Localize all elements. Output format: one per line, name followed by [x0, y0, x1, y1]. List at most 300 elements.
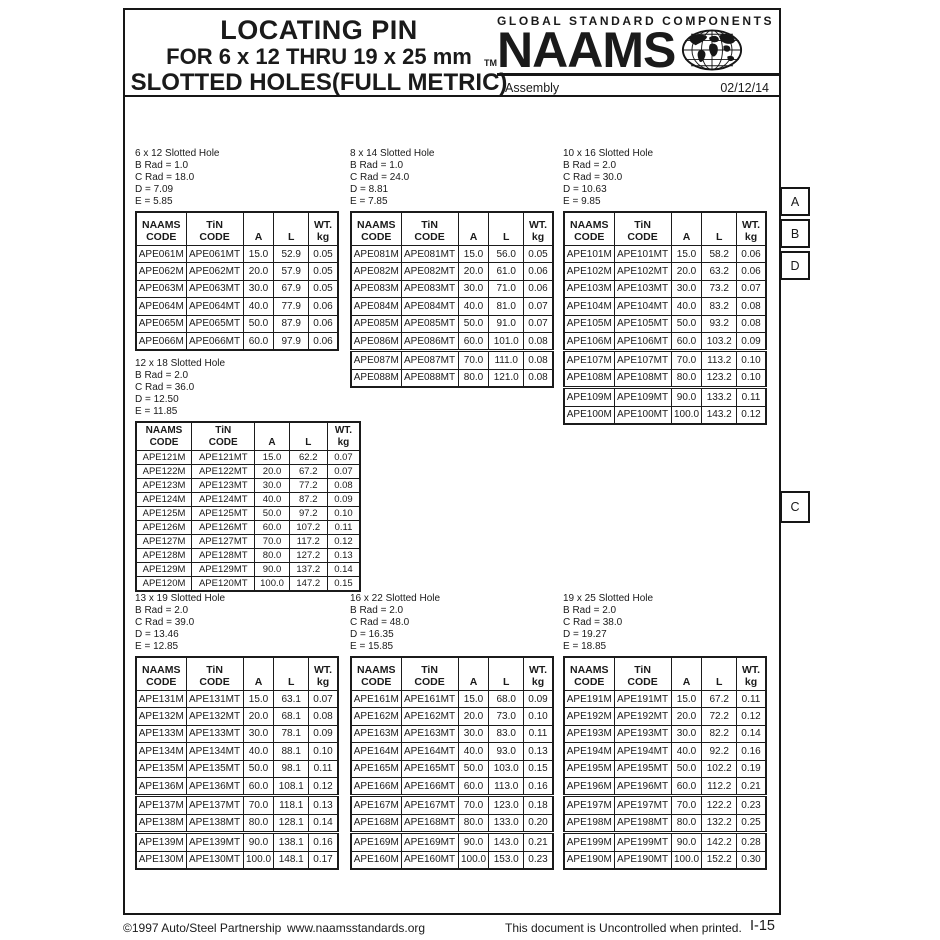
table-row — [136, 507, 360, 521]
table-cell: 20.0 — [243, 263, 274, 280]
table-cell: 0.08 — [524, 351, 553, 369]
table-cell: 0.08 — [309, 708, 338, 725]
table-cell: APE162M — [351, 708, 401, 725]
column-header: TiN CODE — [186, 657, 243, 691]
spec-line: C Rad = 48.0 — [350, 617, 410, 628]
table-cell: APE084M — [351, 298, 401, 315]
column-header: NAAMS CODE — [564, 657, 614, 691]
table-cell: 30.0 — [458, 725, 489, 742]
table-cell: 30.0 — [243, 280, 274, 297]
table-cell: 70.0 — [671, 351, 702, 369]
table-cell: 70.0 — [671, 796, 702, 814]
section-8x14 — [350, 148, 554, 388]
table-cell: 102.2 — [702, 760, 737, 777]
table-cell: 20.0 — [243, 708, 274, 725]
table-cell: APE108M — [564, 369, 614, 387]
table-cell: APE101MT — [614, 246, 671, 263]
table-cell: 123.0 — [489, 796, 524, 814]
table-header — [136, 422, 360, 451]
section-10x16 — [563, 148, 767, 425]
column-header: TiN CODE — [614, 212, 671, 246]
column-header: A — [671, 657, 702, 691]
table-cell: APE109MT — [614, 388, 671, 406]
table-cell: 0.06 — [309, 298, 338, 315]
table-row — [351, 743, 553, 760]
spec-line: D = 19.27 — [563, 629, 607, 640]
column-header: WT. kg — [524, 212, 553, 246]
table-cell: 50.0 — [255, 507, 289, 521]
table-cell: 50.0 — [671, 315, 702, 332]
table-cell: 60.0 — [671, 332, 702, 350]
table-cell: 40.0 — [671, 298, 702, 315]
table-cell: 0.18 — [524, 796, 553, 814]
table-cell: APE122M — [136, 465, 192, 479]
table-row — [351, 796, 553, 814]
table-cell: 68.0 — [489, 691, 524, 708]
table-cell: 117.2 — [289, 535, 327, 549]
table-cell: APE135M — [136, 760, 186, 777]
table-cell: APE106MT — [614, 332, 671, 350]
spec-line: E = 15.85 — [350, 641, 394, 652]
table-cell: 0.13 — [309, 796, 338, 814]
table-cell: 121.0 — [489, 369, 524, 387]
table-cell: 60.0 — [671, 777, 702, 795]
table-cell: 0.12 — [309, 777, 338, 795]
table-cell: 90.0 — [255, 563, 289, 577]
table-cell: 0.08 — [737, 315, 766, 332]
table-cell: APE102MT — [614, 263, 671, 280]
table-cell: 147.2 — [289, 577, 327, 592]
table-row — [136, 298, 338, 315]
table-cell: 97.9 — [274, 332, 309, 350]
table-cell: 15.0 — [243, 246, 274, 263]
table-row — [564, 332, 766, 350]
table-cell: 0.15 — [524, 760, 553, 777]
table-cell: APE085M — [351, 315, 401, 332]
table-cell: 100.0 — [458, 851, 489, 869]
column-header: NAAMS CODE — [136, 422, 192, 451]
table-cell: APE064M — [136, 298, 186, 315]
table-cell: 0.06 — [524, 263, 553, 280]
section-title: 8 x 14 Slotted Hole — [350, 148, 435, 159]
table-cell: APE103MT — [614, 280, 671, 297]
table-cell: 0.09 — [524, 691, 553, 708]
table-cell: APE088M — [351, 369, 401, 387]
spec-line: C Rad = 24.0 — [350, 172, 410, 183]
column-header: TiN CODE — [614, 657, 671, 691]
table-cell: APE131M — [136, 691, 186, 708]
parts-table-12x18 — [135, 421, 361, 592]
table-cell: 80.0 — [671, 814, 702, 832]
column-header: A — [243, 212, 274, 246]
table-cell: 73.2 — [702, 280, 737, 297]
table-cell: APE169MT — [401, 833, 458, 851]
table-row — [136, 315, 338, 332]
table-cell: 40.0 — [243, 743, 274, 760]
table-cell: APE125MT — [192, 507, 255, 521]
table-cell: 0.15 — [327, 577, 360, 592]
table-cell: 137.2 — [289, 563, 327, 577]
column-header: L — [274, 212, 309, 246]
table-cell: APE195M — [564, 760, 614, 777]
reference-box-b: B — [780, 219, 810, 248]
table-cell: 30.0 — [243, 725, 274, 742]
table-cell: APE196MT — [614, 777, 671, 795]
spec-line: D = 7.09 — [135, 184, 174, 195]
table-cell: 0.14 — [327, 563, 360, 577]
table-row — [564, 833, 766, 851]
section-16x22 — [350, 593, 554, 870]
table-cell: 103.0 — [489, 760, 524, 777]
section-title: 19 x 25 Slotted Hole — [563, 593, 654, 604]
table-cell: APE108MT — [614, 369, 671, 387]
table-cell: APE083M — [351, 280, 401, 297]
column-header: WT. kg — [309, 212, 338, 246]
table-row — [564, 691, 766, 708]
parts-table-13x19 — [135, 656, 339, 870]
spec-line: C Rad = 30.0 — [563, 172, 623, 183]
parts-table-6x12 — [135, 211, 339, 351]
table-row — [564, 315, 766, 332]
table-row — [564, 406, 766, 424]
table-cell: APE197MT — [614, 796, 671, 814]
table-cell: APE133MT — [186, 725, 243, 742]
table-cell: 0.16 — [309, 833, 338, 851]
table-cell: 71.0 — [489, 280, 524, 297]
table-cell: APE196M — [564, 777, 614, 795]
table-cell: APE168MT — [401, 814, 458, 832]
table-cell: 40.0 — [671, 743, 702, 760]
section-6x12 — [135, 148, 339, 351]
table-cell: 0.19 — [737, 760, 766, 777]
table-cell: 0.11 — [524, 725, 553, 742]
table-row — [136, 263, 338, 280]
table-cell: 72.2 — [702, 708, 737, 725]
table-row — [351, 369, 553, 387]
table-cell: APE062M — [136, 263, 186, 280]
spec-line: C Rad = 39.0 — [135, 617, 195, 628]
table-cell: APE193M — [564, 725, 614, 742]
column-header: L — [289, 422, 327, 451]
section-title: 16 x 22 Slotted Hole — [350, 593, 441, 604]
spec-line: E = 5.85 — [135, 196, 173, 207]
table-row — [136, 577, 360, 592]
column-header: WT. kg — [524, 657, 553, 691]
table-cell: 60.0 — [243, 332, 274, 350]
table-cell: APE191MT — [614, 691, 671, 708]
table-cell: APE101M — [564, 246, 614, 263]
table-cell: 0.16 — [737, 743, 766, 760]
table-cell: 118.1 — [274, 796, 309, 814]
table-cell: APE190MT — [614, 851, 671, 869]
table-cell: 0.07 — [309, 691, 338, 708]
table-cell: APE139M — [136, 833, 186, 851]
spec-line: B Rad = 2.0 — [135, 605, 189, 616]
table-cell: 111.0 — [489, 351, 524, 369]
table-cell: 63.1 — [274, 691, 309, 708]
table-cell: 20.0 — [671, 263, 702, 280]
table-cell: 80.0 — [255, 549, 289, 563]
table-cell: APE087M — [351, 351, 401, 369]
table-row — [136, 777, 338, 795]
section-12x18 — [135, 358, 361, 592]
table-cell: APE120MT — [192, 577, 255, 592]
table-cell: APE161MT — [401, 691, 458, 708]
table-cell: APE199M — [564, 833, 614, 851]
section-title: 13 x 19 Slotted Hole — [135, 593, 226, 604]
column-header: TiN CODE — [401, 212, 458, 246]
copyright-text: ©1997 Auto/Steel Partnership — [123, 921, 282, 935]
table-cell: 100.0 — [243, 851, 274, 869]
table-cell: APE127MT — [192, 535, 255, 549]
table-cell: 50.0 — [243, 315, 274, 332]
section-title: 10 x 16 Slotted Hole — [563, 148, 654, 159]
table-row — [136, 479, 360, 493]
table-cell: 143.2 — [702, 406, 737, 424]
table-cell: 0.06 — [737, 246, 766, 263]
spec-line: D = 10.63 — [563, 184, 607, 195]
table-row — [564, 351, 766, 369]
column-header: A — [671, 212, 702, 246]
table-row — [136, 743, 338, 760]
table-cell: APE166MT — [401, 777, 458, 795]
spec-line: C Rad = 38.0 — [563, 617, 623, 628]
spec-line: E = 9.85 — [563, 196, 601, 207]
website-text: www.naamsstandards.org — [287, 921, 426, 935]
table-cell: 0.09 — [327, 493, 360, 507]
table-cell: 0.10 — [309, 743, 338, 760]
table-cell: APE065M — [136, 315, 186, 332]
table-cell: 62.2 — [289, 451, 327, 465]
spec-line: E = 11.85 — [135, 406, 178, 417]
table-row — [136, 493, 360, 507]
reference-box-a: A — [780, 187, 810, 216]
page-subtitle-range: FOR 6 x 12 THRU 19 x 25 mm — [166, 44, 472, 69]
column-header: TiN CODE — [186, 212, 243, 246]
table-cell: 40.0 — [243, 298, 274, 315]
table-cell: 93.0 — [489, 743, 524, 760]
table-cell: 70.0 — [255, 535, 289, 549]
table-cell: APE193MT — [614, 725, 671, 742]
table-cell: 0.30 — [737, 851, 766, 869]
table-cell: 0.23 — [524, 851, 553, 869]
table-cell: APE063MT — [186, 280, 243, 297]
table-cell: APE081M — [351, 246, 401, 263]
table-cell: 83.0 — [489, 725, 524, 742]
table-cell: 78.1 — [274, 725, 309, 742]
table-cell: APE122MT — [192, 465, 255, 479]
spec-line: B Rad = 2.0 — [563, 605, 617, 616]
table-cell: 0.23 — [737, 796, 766, 814]
table-cell: 58.2 — [702, 246, 737, 263]
table-cell: APE166M — [351, 777, 401, 795]
table-cell: 70.0 — [458, 796, 489, 814]
reference-box-c: C — [780, 491, 810, 523]
table-cell: APE168M — [351, 814, 401, 832]
table-cell: APE082MT — [401, 263, 458, 280]
table-cell: APE061MT — [186, 246, 243, 263]
table-cell: 0.25 — [737, 814, 766, 832]
table-row — [351, 332, 553, 350]
assembly-label: Assembly — [505, 81, 560, 95]
table-row — [136, 691, 338, 708]
table-cell: 30.0 — [671, 280, 702, 297]
table-row — [564, 851, 766, 869]
table-cell: 0.08 — [524, 332, 553, 350]
table-cell: 0.09 — [737, 332, 766, 350]
section-title: 12 x 18 Slotted Hole — [135, 358, 226, 369]
table-row — [564, 298, 766, 315]
table-cell: APE100MT — [614, 406, 671, 424]
table-cell: APE129MT — [192, 563, 255, 577]
naams-logo: NAAMS — [497, 22, 676, 78]
column-header: TiN CODE — [401, 657, 458, 691]
table-cell: 143.0 — [489, 833, 524, 851]
table-cell: 0.08 — [737, 298, 766, 315]
table-cell: 67.9 — [274, 280, 309, 297]
table-cell: 0.07 — [327, 465, 360, 479]
brand-meta — [497, 81, 779, 95]
spec-line: B Rad = 2.0 — [350, 605, 404, 616]
section-title: 6 x 12 Slotted Hole — [135, 148, 220, 159]
title-block — [125, 15, 513, 96]
table-row — [351, 814, 553, 832]
table-cell: APE192MT — [614, 708, 671, 725]
table-cell: APE066M — [136, 332, 186, 350]
table-cell: APE123MT — [192, 479, 255, 493]
table-cell: APE124MT — [192, 493, 255, 507]
table-cell: 100.0 — [671, 851, 702, 869]
table-cell: APE105MT — [614, 315, 671, 332]
section-13x19 — [135, 593, 339, 870]
table-row — [136, 332, 338, 350]
table-cell: APE133M — [136, 725, 186, 742]
table-cell: APE165MT — [401, 760, 458, 777]
table-row — [351, 298, 553, 315]
table-cell: APE085MT — [401, 315, 458, 332]
table-cell: 148.1 — [274, 851, 309, 869]
column-header: NAAMS CODE — [351, 657, 401, 691]
table-cell: 0.11 — [737, 388, 766, 406]
table-cell: APE198MT — [614, 814, 671, 832]
page-number: I-15 — [750, 918, 775, 934]
section-specs — [135, 370, 361, 418]
table-cell: APE135MT — [186, 760, 243, 777]
section-specs — [350, 160, 554, 208]
table-cell: APE198M — [564, 814, 614, 832]
parts-table-10x16 — [563, 211, 767, 425]
table-cell: 0.21 — [737, 777, 766, 795]
table-row — [136, 725, 338, 742]
table-cell: 133.2 — [702, 388, 737, 406]
table-cell: 20.0 — [458, 708, 489, 725]
table-header — [136, 657, 338, 691]
spec-line: D = 13.46 — [135, 629, 179, 640]
table-cell: APE160M — [351, 851, 401, 869]
table-cell: 108.1 — [274, 777, 309, 795]
table-cell: 50.0 — [458, 315, 489, 332]
column-header: A — [458, 212, 489, 246]
table-cell: 82.2 — [702, 725, 737, 742]
table-row — [136, 760, 338, 777]
table-cell: 0.07 — [327, 451, 360, 465]
table-cell: 0.11 — [737, 691, 766, 708]
table-cell: 0.17 — [309, 851, 338, 869]
table-cell: APE164MT — [401, 743, 458, 760]
table-row — [136, 535, 360, 549]
table-cell: APE139MT — [186, 833, 243, 851]
column-header: TiN CODE — [192, 422, 255, 451]
table-row — [351, 851, 553, 869]
spec-line: B Rad = 1.0 — [350, 160, 404, 171]
table-cell: APE165M — [351, 760, 401, 777]
table-cell: 101.0 — [489, 332, 524, 350]
table-cell: APE062MT — [186, 263, 243, 280]
table-cell: 0.08 — [327, 479, 360, 493]
table-cell: APE063M — [136, 280, 186, 297]
table-cell: APE191M — [564, 691, 614, 708]
table-cell: 40.0 — [458, 743, 489, 760]
table-cell: APE109M — [564, 388, 614, 406]
table-cell: 0.10 — [737, 369, 766, 387]
spec-line: B Rad = 1.0 — [135, 160, 189, 171]
table-cell: 77.2 — [289, 479, 327, 493]
table-row — [136, 796, 338, 814]
table-row — [564, 760, 766, 777]
table-cell: 138.1 — [274, 833, 309, 851]
parts-table-8x14 — [350, 211, 554, 388]
table-cell: 0.10 — [327, 507, 360, 521]
table-cell: 100.0 — [255, 577, 289, 592]
table-row — [564, 708, 766, 725]
page-subtitle-type: SLOTTED HOLES(FULL METRIC) — [130, 69, 508, 96]
table-cell: 88.1 — [274, 743, 309, 760]
table-cell: 68.1 — [274, 708, 309, 725]
table-cell: 77.9 — [274, 298, 309, 315]
table-cell: APE163M — [351, 725, 401, 742]
parts-table-19x25 — [563, 656, 767, 870]
table-cell: 100.0 — [671, 406, 702, 424]
table-cell: APE194MT — [614, 743, 671, 760]
table-cell: APE167MT — [401, 796, 458, 814]
table-cell: 73.0 — [489, 708, 524, 725]
table-row — [564, 814, 766, 832]
trademark-symbol: TM — [484, 58, 497, 68]
table-cell: 15.0 — [458, 691, 489, 708]
table-cell: 81.0 — [489, 298, 524, 315]
table-cell: 0.20 — [524, 814, 553, 832]
table-cell: 0.06 — [309, 315, 338, 332]
table-cell: 107.2 — [289, 521, 327, 535]
table-cell: 0.10 — [524, 708, 553, 725]
table-cell: 142.2 — [702, 833, 737, 851]
table-cell: APE163MT — [401, 725, 458, 742]
table-cell: 83.2 — [702, 298, 737, 315]
table-row — [351, 351, 553, 369]
table-row — [136, 563, 360, 577]
table-cell: 0.12 — [737, 708, 766, 725]
reference-box-d: D — [780, 251, 810, 280]
section-specs — [563, 160, 767, 208]
column-header: A — [255, 422, 289, 451]
table-cell: APE124M — [136, 493, 192, 507]
table-row — [136, 814, 338, 832]
table-cell: APE162MT — [401, 708, 458, 725]
table-cell: 60.0 — [243, 777, 274, 795]
table-cell: 0.05 — [309, 246, 338, 263]
table-cell: APE138M — [136, 814, 186, 832]
table-cell: APE064MT — [186, 298, 243, 315]
